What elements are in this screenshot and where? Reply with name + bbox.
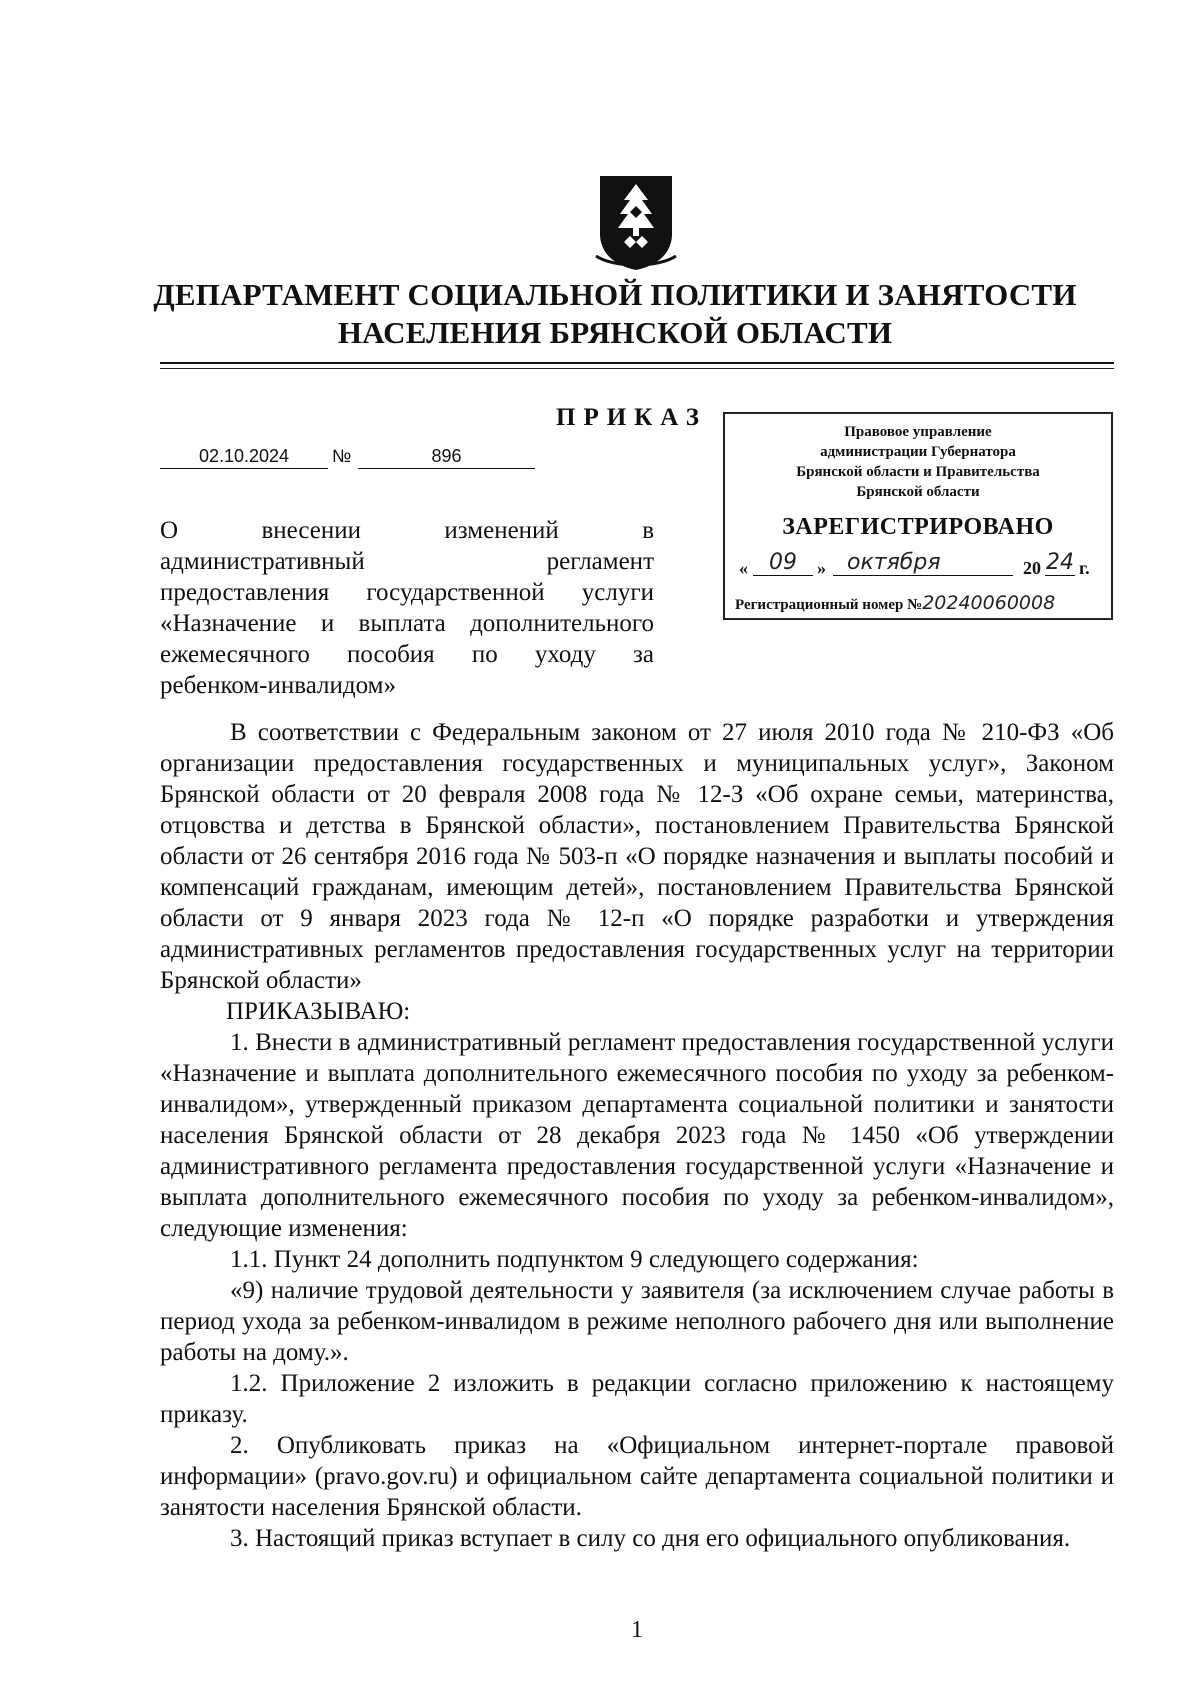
- subject-line: О внесении изменений в: [160, 517, 654, 544]
- stamp-reg-number: 20240060008: [922, 592, 1056, 614]
- order-number: 896: [358, 446, 535, 469]
- number-sign: №: [332, 446, 352, 466]
- stamp-quote-close: »: [817, 558, 826, 578]
- clause-1-1-text: «9) наличие трудовой деятельности у заявителя (за исключением случае работы в период ухода за ребенком-инвалидом в режиме неполного рабочего дня или выполнение работы на дому.».: [160, 1277, 1114, 1366]
- clause-2: 2. Опубликовать приказ на «Официальном интернет-портале правовой информации» (pravo.gov.ru) и официальном сайте департамента социальной политики и занятости населения Брянской области.: [160, 1432, 1114, 1521]
- department-title-line2: НАСЕЛЕНИЯ БРЯНСКОЙ ОБЛАСТИ: [337, 315, 893, 350]
- clause-1-2: 1.2. Приложение 2 изложить в редакции согласно приложению к настоящему приказу.: [160, 1370, 1114, 1428]
- department-title-line1: ДЕПАРТАМЕНТ СОЦИАЛЬНОЙ ПОЛИТИКИ И ЗАНЯТОСТИ: [153, 277, 1077, 312]
- subject-line: административный регламент: [160, 548, 654, 575]
- stamp-quote-open: «: [739, 558, 748, 578]
- header-divider-thin: [160, 368, 1114, 369]
- stamp-year-prefix: 20: [1023, 558, 1041, 578]
- clause-3: 3. Настоящий приказ вступает в силу со дня его официального опубликования.: [230, 1525, 1071, 1552]
- order-date: 02.10.2024: [160, 446, 328, 469]
- stamp-line: Брянской области: [856, 484, 980, 500]
- page-number: 1: [631, 1617, 643, 1643]
- preamble-paragraph: В соответствии с Федеральным законом от 27 июля 2010 года № 210-ФЗ «Об организации предоставления государственных и муниципальных услуг», Законом Брянской области от 20 февраля 2008 года № 12-З «Об охране семьи, материнства, отцовства и детства в Брянской области», постановлением Правительства Брянской области от 26 сентября 2016 года № 503-п «О порядке назначения и выплаты пособий и компенсаций гражданам, имеющим детей», постановлением Правительства Брянской области от 9 января 2023 года № 12-п «О порядке разработки и утверждения административных регламентов предоставления государственных услуг на территории Брянской области»: [160, 719, 1114, 994]
- decree-word: ПРИКАЗЫВАЮ:: [226, 998, 411, 1025]
- document-type-title: ПРИКАЗ: [556, 404, 707, 431]
- stamp-year-unit: г.: [1079, 558, 1090, 578]
- clause-1: 1. Внести в административный регламент предоставления государственной услуги «Назначение и выплата дополнительного ежемесячного пособия по уходу за ребенком-инвалидом», утвержденный приказом департамента социальной политики и занятости населения Брянской области от 28 декабря 2023 года № 1450 «Об утверждении административного регламента предоставления государственной услуги «Назначение и выплата дополнительного ежемесячного пособия по уходу за ребенком-инвалидом», следующие изменения:: [160, 1029, 1114, 1242]
- stamp-line: Правовое управление: [844, 424, 992, 440]
- subject-line: ежемесячного пособия по уходу за: [160, 641, 654, 668]
- stamp-registered: ЗАРЕГИСТРИРОВАНО: [782, 514, 1054, 540]
- stamp-line: администрации Губернатора: [820, 444, 1016, 460]
- order-date-number-line: [160, 446, 535, 472]
- subject-line: «Назначение и выплата дополнительного: [160, 610, 654, 637]
- order-body: [160, 717, 1114, 1554]
- stamp-day: 09: [753, 550, 813, 576]
- order-subject: [160, 515, 654, 701]
- subject-line: ребенком-инвалидом»: [160, 672, 396, 699]
- clause-1-1: 1.1. Пункт 24 дополнить подпунктом 9 следующего содержания:: [230, 1246, 919, 1273]
- stamp-year-suffix: 24: [1046, 550, 1074, 575]
- stamp-reg-label: Регистрационный номер №: [735, 597, 923, 613]
- stamp-date-row: [733, 550, 1107, 584]
- stamp-line: Брянской области и Правительства: [796, 464, 1040, 480]
- header-divider: [160, 362, 1114, 364]
- stamp-registration-row: [735, 592, 1107, 614]
- registration-stamp: [723, 412, 1113, 620]
- subject-line: предоставления государственной услуги: [160, 579, 654, 606]
- stamp-month: октября: [833, 550, 1013, 576]
- brynsk-coat-of-arms-icon: [594, 172, 678, 272]
